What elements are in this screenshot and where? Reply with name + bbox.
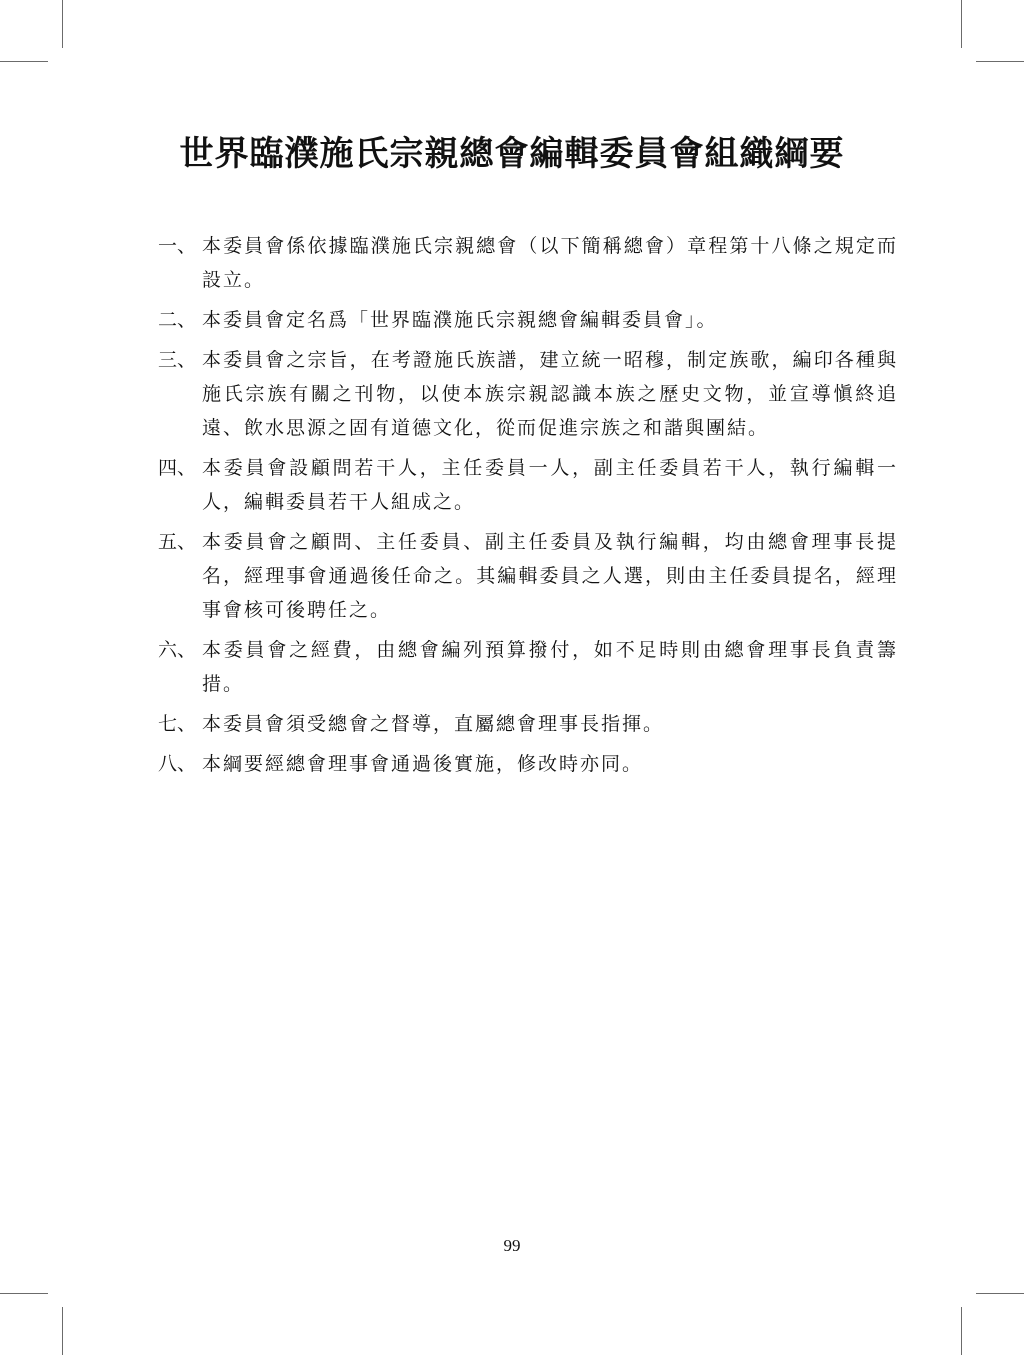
page-number: 99: [503, 1236, 521, 1255]
article-number: 三、: [158, 349, 197, 371]
page-title: 世界臨濮施氏宗親總會編輯委員會組織綱要: [179, 134, 845, 174]
crop-mark-bottom-right-vertical: [961, 1307, 962, 1355]
crop-mark-top-right-vertical: [961, 0, 962, 48]
article-item: [158, 525, 898, 627]
article-number: 二、: [158, 309, 197, 331]
article-item: [158, 229, 898, 297]
article-item: [158, 343, 898, 445]
article-item: [158, 707, 898, 741]
articles-list: [158, 229, 898, 787]
article-number: 五、: [158, 531, 197, 553]
article-text: 本委員會係依據臨濮施氏宗親總會（以下簡稱總會）章程第十八條之規定而設立。: [202, 235, 898, 291]
article-number: 八、: [158, 753, 197, 775]
article-text: 本委員會之經費，由總會編列預算撥付，如不足時則由總會理事長負責籌措。: [202, 639, 898, 695]
crop-mark-bottom-right-horizontal: [976, 1293, 1024, 1294]
article-number: 四、: [158, 457, 197, 479]
article-item: [158, 303, 898, 337]
article-item: [158, 747, 898, 781]
crop-mark-bottom-left-horizontal: [0, 1293, 48, 1294]
article-text: 本委員會之顧問、主任委員、副主任委員及執行編輯，均由總會理事長提名，經理事會通過後任命之。其編輯委員之人選，則由主任委員提名，經理事會核可後聘任之。: [202, 531, 898, 621]
article-number: 七、: [158, 713, 197, 735]
crop-mark-top-left-vertical: [62, 0, 63, 48]
article-item: [158, 633, 898, 701]
article-text: 本委員會之宗旨，在考證施氏族譜，建立統一昭穆，制定族歌，編印各種與施氏宗族有關之刊物，以使本族宗親認識本族之歷史文物，並宣導愼終追遠、飲水思源之固有道德文化，從而促進宗族之和諧與團結。: [202, 349, 898, 439]
article-text: 本委員會須受總會之督導，直屬總會理事長指揮。: [202, 713, 665, 735]
crop-mark-top-right-horizontal: [976, 61, 1024, 62]
crop-mark-bottom-left-vertical: [62, 1307, 63, 1355]
crop-mark-top-left-horizontal: [0, 61, 48, 62]
article-number: 六、: [158, 639, 197, 661]
article-number: 一、: [158, 235, 197, 257]
article-text: 本委員會設顧問若干人，主任委員一人，副主任委員若干人，執行編輯一人，編輯委員若干人組成之。: [202, 457, 898, 513]
article-text: 本委員會定名爲「世界臨濮施氏宗親總會編輯委員會」。: [202, 309, 718, 331]
article-text: 本綱要經總會理事會通過後實施，修改時亦同。: [202, 753, 644, 775]
article-item: [158, 451, 898, 519]
